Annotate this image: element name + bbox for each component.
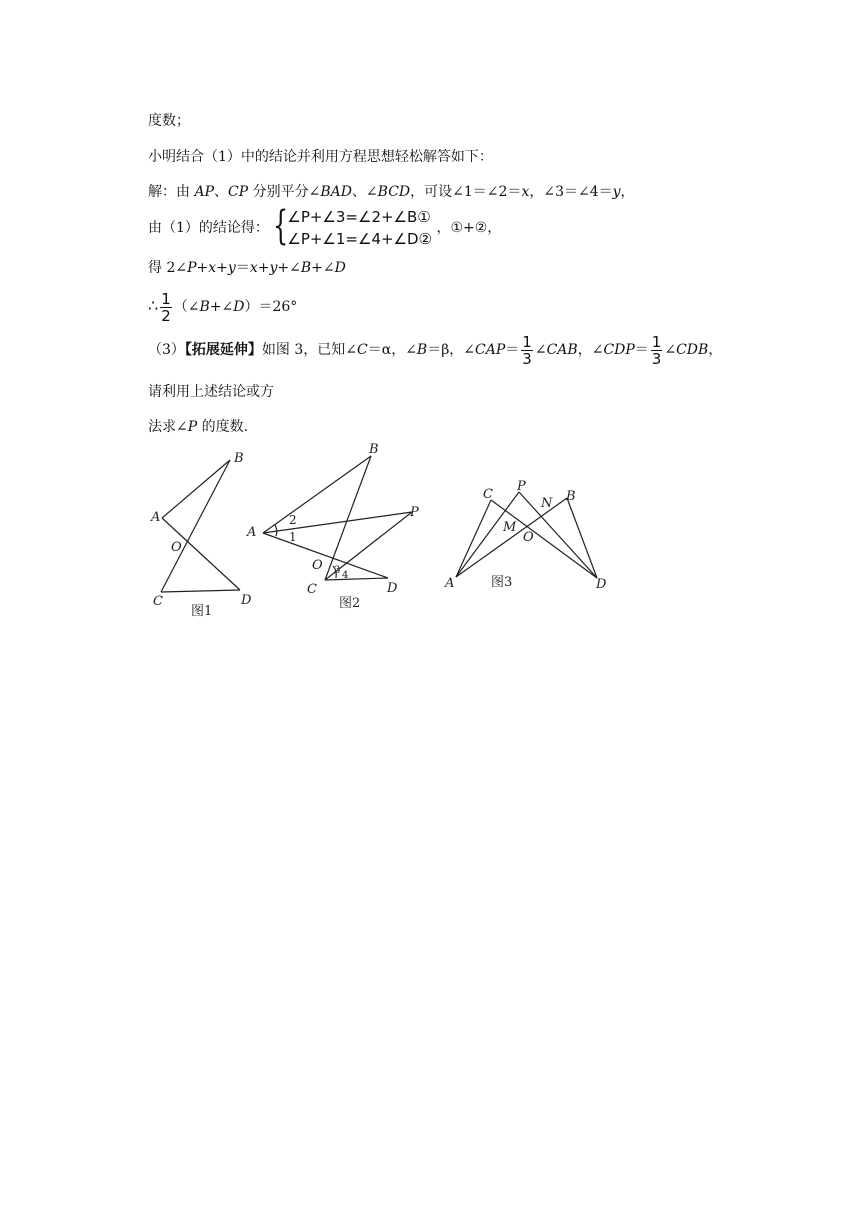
label-a: A	[445, 576, 455, 591]
math-var: AP	[194, 184, 214, 200]
angle-1-label: 1	[289, 530, 297, 544]
text: ，	[708, 342, 723, 358]
label-d: D	[596, 577, 607, 592]
derivation-line	[148, 259, 346, 277]
math-var: C	[357, 342, 368, 358]
math-var: y	[269, 260, 278, 276]
denominator: 2	[161, 306, 171, 325]
math-var: D	[334, 260, 346, 276]
text: +	[257, 260, 270, 276]
equation-system	[273, 203, 432, 250]
text: 如图 3，已知∠	[261, 342, 358, 358]
text: ，可设∠1＝∠2＝	[410, 184, 522, 200]
numerator: 1	[161, 289, 171, 308]
line-cd	[325, 578, 388, 580]
brace: {	[273, 203, 289, 249]
line-ab	[263, 456, 371, 533]
math-var: x	[521, 184, 530, 200]
text: +∠	[311, 260, 335, 276]
math-var: BAD	[320, 184, 352, 200]
text: ＝	[235, 260, 250, 276]
text: ，①+②，	[436, 220, 502, 236]
line-bd	[567, 498, 597, 578]
solution-line	[148, 183, 635, 201]
fraction-third-2	[651, 334, 663, 367]
math-var: P	[187, 260, 197, 276]
label-a: A	[151, 510, 161, 525]
angle-2-label: 2	[289, 513, 297, 527]
text: +	[216, 260, 228, 276]
line-ab	[162, 460, 230, 518]
label-o: O	[523, 530, 534, 545]
figure-1-lines	[161, 460, 240, 592]
line-cd	[161, 590, 240, 592]
text: 分别平分∠	[248, 184, 321, 200]
fraction-third-1	[521, 334, 533, 367]
denominator: 3	[522, 349, 532, 368]
section-heading: 【拓展延伸】	[184, 342, 262, 358]
equation-1: ∠P+∠3=∠2+∠B①	[287, 208, 431, 226]
text: 法求∠	[148, 419, 188, 435]
label-a: A	[247, 525, 257, 540]
text: 请利用上述结论或方	[148, 384, 274, 400]
math-var: BCD	[377, 184, 411, 200]
label-o: O	[171, 540, 182, 555]
figures-diagram	[0, 430, 860, 660]
text: 得 2∠	[148, 260, 188, 276]
math-var: B	[416, 342, 428, 358]
figure-3-labels	[444, 479, 607, 592]
label-c: C	[153, 594, 163, 609]
text: ）＝26°	[244, 299, 298, 315]
text-line-1	[148, 112, 190, 130]
text: 、	[213, 184, 228, 200]
figure-2-caption: 图2	[339, 596, 361, 611]
label-p: P	[517, 479, 526, 494]
text: ＝	[634, 342, 649, 358]
denominator: 3	[651, 349, 662, 368]
math-var: x	[208, 260, 217, 276]
math-var: x	[249, 260, 258, 276]
angle-arc-a	[275, 525, 277, 536]
text: ＝α，∠	[367, 342, 417, 358]
text: +	[196, 260, 209, 276]
label-n: N	[541, 496, 553, 511]
text: 解：由	[148, 184, 195, 200]
text: （∠	[173, 299, 200, 315]
text-line-2	[148, 148, 493, 166]
math-var: B	[300, 260, 312, 276]
label-m: M	[503, 520, 517, 535]
fraction-half	[160, 291, 172, 324]
figure-1-labels	[150, 451, 252, 609]
text: ，	[620, 184, 635, 200]
text: 由（1）的结论得：	[148, 220, 269, 236]
text: ，∠	[577, 342, 604, 358]
equation-2: ∠P+∠1=∠4+∠D②	[287, 230, 432, 248]
numerator: 1	[651, 332, 662, 351]
label-b: B	[234, 451, 244, 466]
text: 、∠	[351, 184, 378, 200]
text: ，∠3＝∠4＝	[529, 184, 613, 200]
math-var: CAB	[546, 342, 578, 358]
text: 度数；	[148, 113, 190, 129]
text: ∠	[664, 342, 677, 358]
label-d: D	[241, 593, 252, 608]
math-var: B	[199, 299, 210, 315]
math-var: CDB	[676, 342, 709, 358]
math-var: P	[187, 419, 198, 435]
angle-3-label: 3	[334, 565, 341, 576]
text: ＝	[505, 342, 520, 358]
line-ac	[456, 500, 491, 577]
label-d: D	[387, 581, 398, 596]
label-c: C	[307, 582, 317, 597]
line-ad	[263, 533, 388, 578]
label-p: P	[410, 505, 419, 520]
text: +∠	[209, 299, 234, 315]
extension-line	[148, 332, 722, 368]
equation-system-line	[148, 203, 502, 250]
math-var: D	[233, 299, 245, 315]
line-cd	[491, 500, 597, 578]
math-var: CP	[227, 184, 249, 200]
math-var: CDP	[603, 342, 635, 358]
math-var: y	[612, 184, 621, 200]
text-line-8	[148, 383, 274, 401]
therefore-symbol: ∴	[148, 296, 159, 315]
text: ∠	[534, 342, 547, 358]
label-c: C	[483, 487, 493, 502]
math-var: y	[227, 260, 236, 276]
text: +∠	[277, 260, 301, 276]
figure-2-lines	[263, 456, 412, 580]
label-o: O	[312, 558, 323, 573]
figure-3-caption: 图3	[491, 575, 513, 590]
label-b: B	[566, 489, 576, 504]
math-var: CAP	[475, 342, 506, 358]
numerator: 1	[522, 332, 532, 351]
text: 小明结合（1）中的结论并利用方程思想轻松解答如下：	[148, 149, 493, 165]
angle-4-label: 4	[342, 570, 349, 581]
result-line	[148, 288, 297, 325]
text: （3）	[148, 342, 185, 358]
label-b: B	[369, 442, 379, 457]
text: ＝β，∠	[427, 342, 476, 358]
text: 的度数.	[197, 419, 249, 435]
figure-1-caption: 图1	[191, 604, 213, 619]
